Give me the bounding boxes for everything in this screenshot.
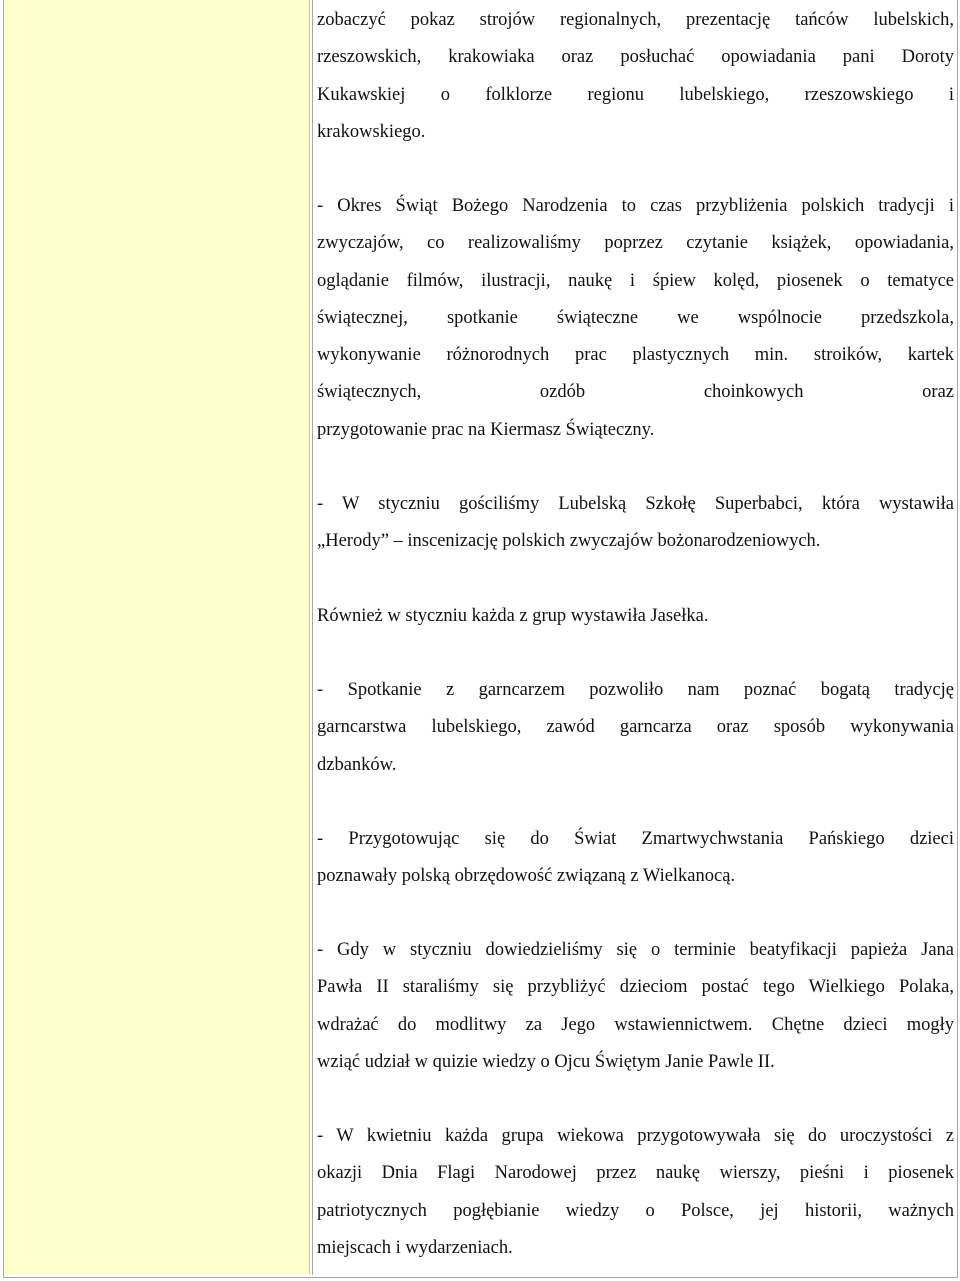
text-line: wykonywanie różnorodnych prac plastycznych min. stroików, kartek (317, 345, 954, 366)
text-line: okazji Dnia Flagi Narodowej przez naukę wierszy, pieśni i piosenek (317, 1163, 954, 1184)
text-line: wdrażać do modlitwy za Jego wstawiennictwem. Chętne dzieci mogły (317, 1014, 954, 1035)
paragraph-jaselka (317, 598, 954, 635)
text-line: zwyczajów, co realizowaliśmy poprzez czytanie książek, opowiadania, (317, 233, 954, 254)
text-line: Kukawskiej o folklorze regionu lubelskiego, rzeszowskiego i (317, 84, 954, 105)
text-line: miejscach i wydarzeniach. (317, 1237, 513, 1258)
text-line: przygotowanie prac na Kiermasz Świąteczny. (317, 419, 655, 440)
text-line: patriotycznych pogłębianie wiedzy o Polsce, jej historii, ważnych (317, 1200, 954, 1221)
text-line: - Przygotowując się do Świat Zmartwychwstania Pańskiego dzieci (317, 829, 954, 849)
text-line: oglądanie filmów, ilustracji, naukę i śpiew kolęd, piosenek o tematyce (317, 270, 954, 291)
paragraph-potter (317, 672, 954, 784)
text-line: - W kwietniu każda grupa wiekowa przygotowywała się do uroczystości z (317, 1126, 954, 1146)
paragraph-flag-day (317, 1118, 954, 1267)
text-line: Również w styczniu każda z grup wystawiła Jasełka. (317, 606, 709, 626)
text-line: świątecznych, ozdób choinkowych oraz (317, 382, 954, 403)
text-line: dzbanków. (317, 754, 397, 775)
paragraph-folklore (317, 2, 954, 151)
text-line: świątecznej, spotkanie świąteczne we wspólnocie przedszkola, (317, 307, 954, 328)
text-line: - W styczniu gościliśmy Lubelską Szkołę Superbabci, która wystawiła (317, 494, 954, 514)
text-line: - Okres Świąt Bożego Narodzenia to czas przybliżenia polskich tradycji i (317, 196, 954, 216)
paragraph-easter (317, 821, 954, 896)
paragraph-beatification (317, 932, 954, 1081)
left-table-cell (4, 0, 310, 1274)
text-line: - Gdy w styczniu dowiedzieliśmy się o terminie beatyfikacji papieża Jana (317, 940, 954, 960)
text-line: wziąć udział w quizie wiedzy o Ojcu Świętym Janie Pawle II. (317, 1051, 775, 1072)
text-line: zobaczyć pokaz strojów regionalnych, prezentację tańców lubelskich, (317, 10, 954, 30)
text-line: poznawały polską obrzędowość związaną z Wielkanocą. (317, 866, 736, 887)
paragraph-superbabcia (317, 486, 954, 561)
text-line: - Spotkanie z garncarzem pozwoliło nam poznać bogatą tradycję (317, 680, 954, 700)
text-line: krakowskiego. (317, 121, 426, 142)
text-line: garncarstwa lubelskiego, zawód garncarza oraz sposób wykonywania (317, 717, 954, 738)
text-line: „Herody” – inscenizację polskich zwyczajów bożonarodzeniowych. (317, 531, 821, 552)
paragraph-christmas (317, 188, 954, 449)
text-line: Pawła II staraliśmy się przybliżyć dzieciom postać tego Wielkiego Polaka, (317, 977, 954, 998)
text-line: rzeszowskich, krakowiaka oraz posłuchać opowiadania pani Doroty (317, 47, 954, 68)
